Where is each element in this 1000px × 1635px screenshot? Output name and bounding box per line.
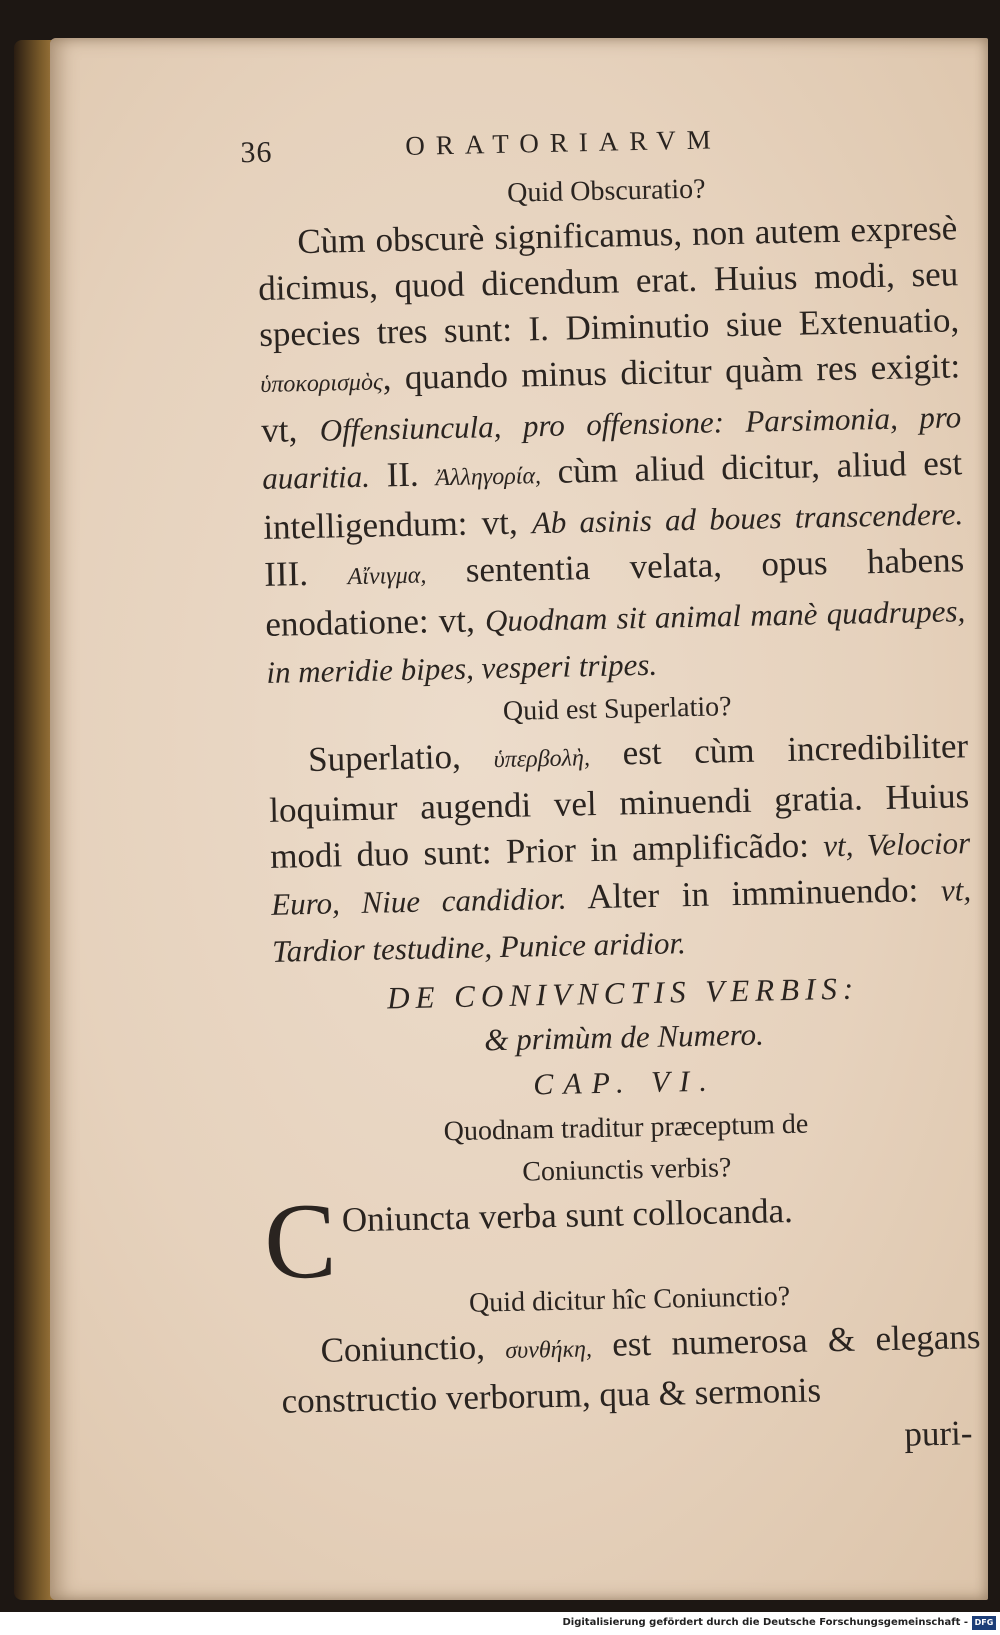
question-superlatio: Quid est Superlatio? <box>502 691 732 727</box>
italic-run: Quodnam sit animal manè quadrupes, in meridie bipes, vesperi tripes. <box>265 593 966 690</box>
chapter-subtitle: & primùm de Numero. <box>483 1016 765 1058</box>
page-text-block <box>240 115 983 1470</box>
chapter-title: DE CONIVNCTIS VERBIS: <box>386 970 860 1016</box>
greek-term: ὑπερβολὴ, <box>493 745 591 774</box>
greek-term: Αἴνιγμα, <box>347 562 427 591</box>
italic-run: Ab asinis ad boues transcendere. <box>531 496 964 541</box>
running-title: ORATORIARVM <box>405 124 722 161</box>
text-run: est numerosa & elegans constructio verborum, qua & sermonis <box>281 1317 981 1421</box>
text-run: sententia velata, opus habens enodatione: vt, <box>264 540 965 644</box>
footer-credit: Digitalisierung gefördert durch die Deutsche Forschungsgemeinschaft - <box>562 1617 968 1628</box>
greek-term: ὑποκορισμὸς <box>260 369 383 398</box>
italic-run: vt, Velocior Euro, Niue candidior. <box>270 825 971 922</box>
question-obscuratio: Quid Obscuratio? <box>506 173 706 209</box>
chapter-label: CAP. VI. <box>532 1064 718 1102</box>
question-coniunctio: Quid dicitur hîc Coniunctio? <box>468 1281 791 1319</box>
text-run: III. <box>263 553 348 594</box>
question-praeceptum: Quodnam traditur præceptum de Coniunctis verbis? <box>443 1108 809 1188</box>
paragraph-obscuratio <box>257 205 967 696</box>
text-run: Coniunctio, <box>320 1327 506 1370</box>
text-run: Cùm obscurè significamus, non autem expresè dicimus, quod dicendum erat. Huius modi, seu species tres sunt: I. Diminutio siue Extenuatio, <box>257 208 960 354</box>
paragraph-superlatio <box>268 723 973 975</box>
text-run: cùm aliud dicitur, aliud est intelligendum: vt, <box>262 443 963 547</box>
footer-bar <box>0 1612 1000 1635</box>
drop-cap: C <box>263 1181 338 1303</box>
text-run: , quando minus dicitur quàm res exigit: vt, <box>260 346 961 450</box>
paragraph-coniunctio <box>280 1314 982 1425</box>
italic-run: vt, Tardior testudine, Punice aridior. <box>271 872 972 969</box>
text-run: est cùm incredibiliter loquimur augendi vel minuendi gratia. Huius modi duo sunt: Prior in amplificãdo: <box>268 726 970 876</box>
text-run: Superlatio, <box>307 736 494 780</box>
dfg-logo: DFG <box>972 1616 996 1630</box>
page-number: 36 <box>240 135 273 170</box>
italic-run: Offensiuncula, pro offensione: Parsimonia, pro auaritia. <box>261 399 962 496</box>
text-run: Alter in imminuendo: <box>566 869 942 917</box>
greek-term: συνθήκη, <box>505 1336 593 1365</box>
catchword: puri- <box>904 1413 973 1454</box>
greek-term: Ἀλληγορία, <box>435 463 542 492</box>
text-run: II. <box>369 454 436 495</box>
praeceptum-text: Oniuncta verba sunt collocanda. <box>341 1190 794 1240</box>
